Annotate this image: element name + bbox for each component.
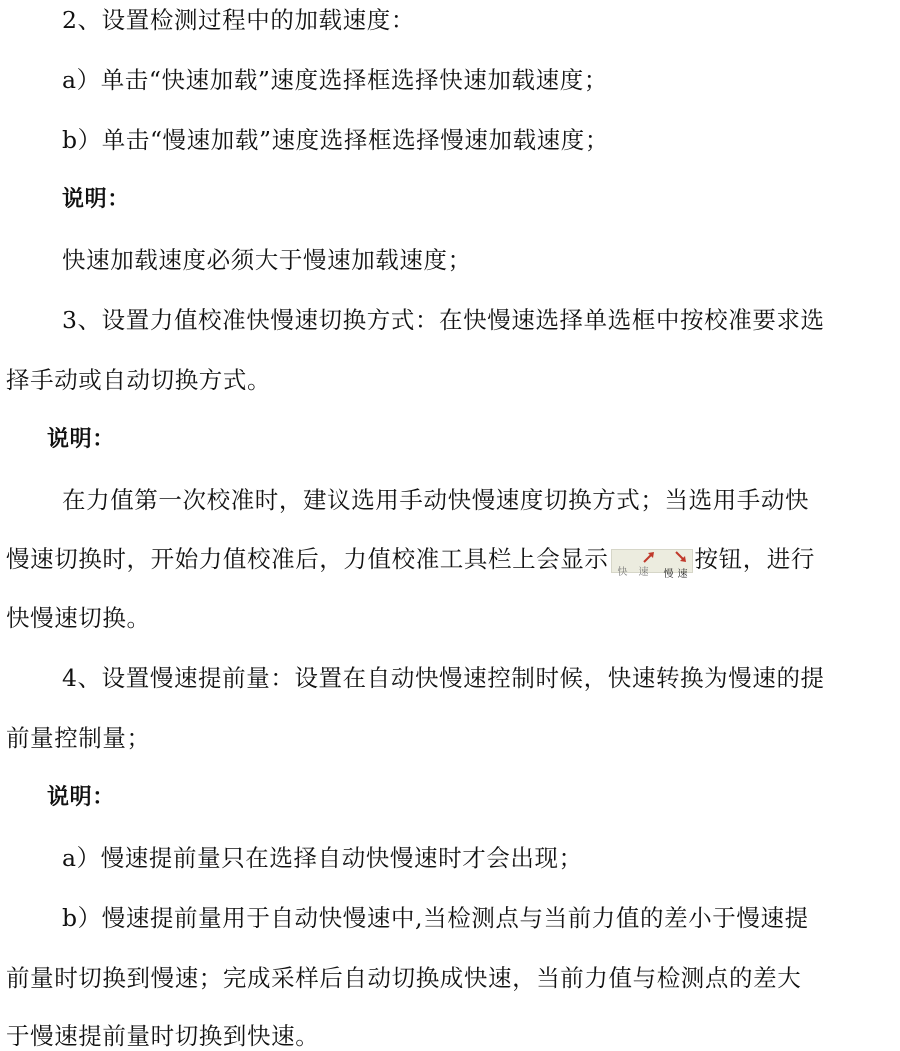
fast-label-1: 快 (617, 566, 628, 578)
step-2a-text: a）单击“快速加载”速度选择框选择快速加载速度； (62, 66, 608, 94)
note-2-text-line-3: 快慢速切换。 (6, 604, 151, 632)
note-3b-text-line-2: 前量时切换到慢速；完成采样后自动切换成快速，当前力值与检测点的差大 (6, 964, 802, 992)
step-2b-text: b）单击“慢速加载”速度选择框选择慢速加载速度； (62, 126, 609, 154)
fast-slow-toggle-button[interactable] (611, 549, 693, 580)
note-heading-3: 说明： (47, 785, 115, 810)
note-heading-2: 说明： (47, 427, 115, 452)
step-3-continuation: 择手动或自动切换方式。 (6, 366, 272, 394)
note-3b-text-line-1: b）慢速提前量用于自动快慢速中,当检测点与当前力值的差小于慢速提 (62, 904, 809, 932)
note-2-text-after-button: 按钮，进行 (694, 545, 815, 573)
note-1-text: 快速加载速度必须大于慢速加载速度； (62, 246, 472, 274)
step-2-heading: 2、设置检测过程中的加载速度： (62, 6, 415, 34)
slow-label-1: 慢 (663, 568, 674, 580)
note-3b-text-line-3: 于慢速提前量时切换到快速。 (6, 1022, 320, 1050)
note-2-text-line-2 (6, 544, 900, 580)
step-4-heading: 4、设置慢速提前量：设置在自动快慢速控制时候，快速转换为慢速的提 (62, 664, 825, 692)
note-2-text-before-button: 慢速切换时，开始力值校准后，力值校准工具栏上会显示 (6, 545, 609, 573)
fast-label-2: 速 (638, 566, 649, 578)
step-4-continuation: 前量控制量； (6, 724, 151, 752)
fast-arrow-icon (642, 551, 656, 563)
note-2-text-line-1: 在力值第一次校准时，建议选用手动快慢速度切换方式；当选用手动快 (62, 486, 810, 514)
note-3a-text: a）慢速提前量只在选择自动快慢速时才会出现； (62, 844, 583, 872)
step-3-heading: 3、设置力值校准快慢速切换方式：在快慢速选择单选框中按校准要求选 (62, 306, 825, 334)
slow-label-2: 速 (677, 568, 688, 580)
note-heading-1: 说明： (62, 187, 130, 212)
